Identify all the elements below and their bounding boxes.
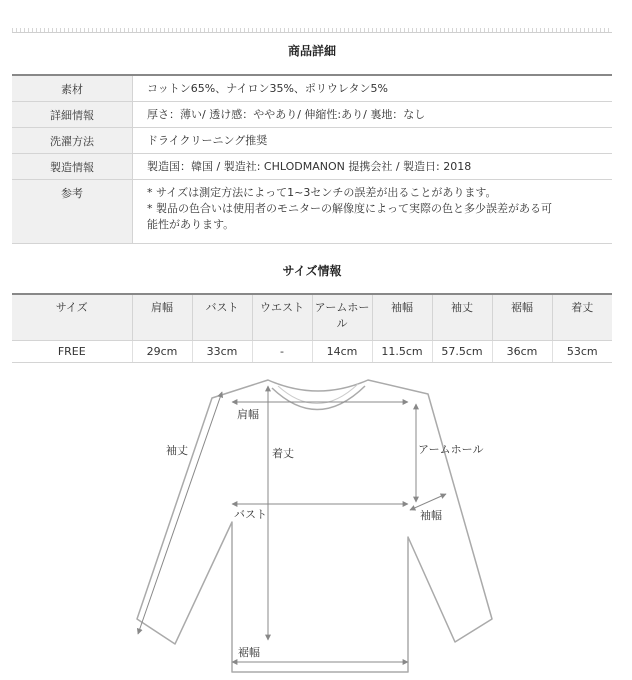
table-row xyxy=(12,180,612,244)
size-value-row xyxy=(12,341,612,363)
material-value: コットン65%、ナイロン35%、ポリウレタン5% xyxy=(147,82,388,95)
size-header: アームホール xyxy=(312,294,372,341)
size-header: 袖幅 xyxy=(372,294,432,341)
size-header: バスト xyxy=(192,294,252,341)
note-line: * 製品の色合いは使用者のモニターの解像度によって実際の色と多少誤差がある可 xyxy=(147,202,552,215)
manufacture-label: 製造情報 xyxy=(12,154,133,180)
sleeve-length-label: 袖丈 xyxy=(166,444,188,457)
top-ruler xyxy=(12,22,612,33)
garment-diagram xyxy=(0,372,632,680)
material-label: 素材 xyxy=(12,75,133,102)
details-title: 商品詳細 xyxy=(287,44,336,58)
manufacture-value: 製造国：韓国 / 製造社: CHLODMANON 提携会社 / 製造日: 2018 xyxy=(147,160,472,173)
size-title: サイズ情報 xyxy=(282,264,342,278)
sleeve-width-arrow xyxy=(410,494,446,510)
size-table xyxy=(12,293,612,363)
size-header: 肩幅 xyxy=(132,294,192,341)
size-value: - xyxy=(252,341,312,363)
size-value: 11.5cm xyxy=(372,341,432,363)
washing-value: ドライクリーニング推奨 xyxy=(147,134,268,147)
size-value: 29cm xyxy=(132,341,192,363)
size-value: 36cm xyxy=(492,341,552,363)
size-value: 14cm xyxy=(312,341,372,363)
table-row xyxy=(12,128,612,154)
bust-label: バスト xyxy=(234,508,267,521)
size-header: 裾幅 xyxy=(492,294,552,341)
table-row xyxy=(12,75,612,102)
size-value: 57.5cm xyxy=(432,341,492,363)
sleeve-length-arrow xyxy=(138,392,222,634)
size-header: 着丈 xyxy=(552,294,612,341)
shirt-outline xyxy=(137,380,492,672)
length-label: 着丈 xyxy=(272,447,294,460)
size-header: ウエスト xyxy=(252,294,312,341)
note-line: 能性があります。 xyxy=(147,218,235,231)
sleeve-width-label: 袖幅 xyxy=(420,509,442,522)
detail-info-value: 厚さ：薄い/ 透け感：ややあり/ 伸縮性:あり/ 裏地：なし xyxy=(147,108,426,121)
size-value: FREE xyxy=(12,341,132,363)
shoulder-label: 肩幅 xyxy=(237,408,259,421)
armhole-label: アームホール xyxy=(418,443,484,456)
note-line: * サイズは測定方法によって1~3センチの誤差が出ることがあります。 xyxy=(147,186,497,199)
hem-label: 裾幅 xyxy=(238,646,260,659)
size-header: 袖丈 xyxy=(432,294,492,341)
size-header: サイズ xyxy=(12,294,132,341)
table-row xyxy=(12,102,612,128)
details-table xyxy=(12,74,612,244)
washing-label: 洗濯方法 xyxy=(12,128,133,154)
note-value xyxy=(133,180,613,244)
size-value: 33cm xyxy=(192,341,252,363)
detail-info-label: 詳細情報 xyxy=(12,102,133,128)
note-label: 参考 xyxy=(12,180,133,244)
size-header-row xyxy=(12,294,612,341)
size-value: 53cm xyxy=(552,341,612,363)
table-row xyxy=(12,154,612,180)
